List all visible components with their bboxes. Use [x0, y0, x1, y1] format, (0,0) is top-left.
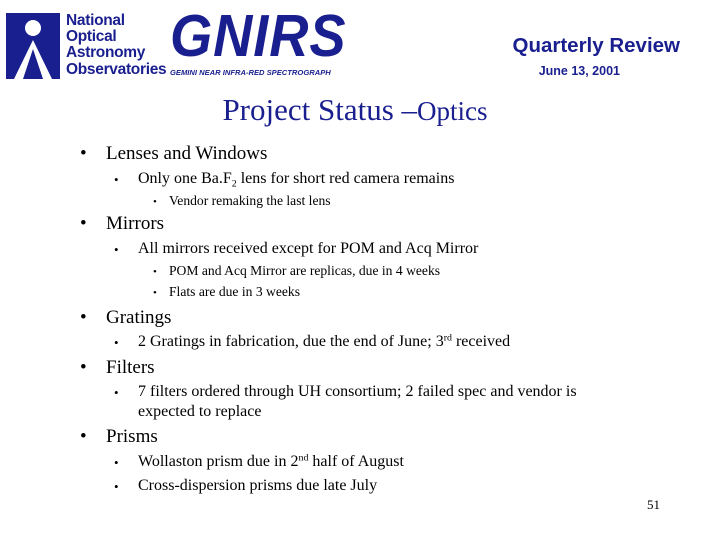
gnirs-logo-subtitle: GEMINI NEAR INFRA-RED SPECTROGRAPH	[170, 68, 331, 77]
bullet-lenses	[80, 143, 267, 165]
bullet-mirrors-item-1-sub-1	[153, 263, 440, 279]
bullet-prisms-item-2	[114, 476, 377, 495]
bullet-text: Flats are due in 3 weeks	[169, 284, 300, 299]
bullet-text: POM and Acq Mirror are replicas, due in 4 weeks	[169, 263, 441, 278]
bullet-dot-icon: •	[80, 357, 87, 378]
bullet-filters-item-1-cont	[114, 402, 261, 421]
bullet-filters	[80, 357, 155, 379]
text-part: Only one Ba.F	[138, 170, 232, 187]
text-part: 2 Gratings in fabrication, due the end of June; 3	[138, 333, 444, 350]
bullet-lenses-heading: Lenses and Windows	[106, 143, 268, 164]
bullet-text: Vendor remaking the last lens	[169, 193, 331, 208]
noao-line-2: Optical	[66, 28, 117, 46]
slide-title-small: Optics	[417, 96, 488, 126]
text-part: Wollaston prism due in 2	[138, 453, 299, 470]
bullet-text	[114, 333, 510, 350]
bullet-dot-icon: •	[114, 455, 119, 470]
bullet-prisms	[80, 426, 158, 448]
bullet-mirrors-item-1-sub-2	[153, 284, 300, 300]
bullet-gratings-heading: Gratings	[106, 307, 172, 328]
bullet-dot-icon: •	[114, 335, 119, 350]
bullet-dot-icon: •	[153, 196, 157, 208]
noao-line-4: Observatories	[66, 60, 167, 78]
bullet-mirrors	[80, 213, 164, 235]
bullet-lenses-item-1-sub-1	[153, 193, 331, 209]
noao-logo-text	[66, 13, 166, 78]
bullet-text	[114, 170, 455, 190]
bullet-dot-icon: •	[80, 307, 87, 328]
bullet-text: Cross-dispersion prisms due late July	[138, 477, 378, 494]
bullet-prisms-heading: Prisms	[106, 426, 158, 447]
bullet-gratings	[80, 307, 171, 329]
bullet-text	[114, 453, 404, 470]
bullet-lenses-item-1	[114, 169, 454, 188]
bullet-dot-icon: •	[80, 213, 87, 234]
noao-line-3: Astronomy	[66, 44, 146, 62]
gnirs-logo-wordmark: GNIRS	[170, 3, 347, 69]
noao-line-1: National	[66, 12, 125, 29]
bullet-dot-icon: •	[114, 479, 119, 494]
bullet-mirrors-item-1	[114, 239, 478, 258]
bullet-dot-icon: •	[153, 287, 157, 299]
slide-title-main: Project Status –	[222, 92, 418, 127]
review-title: Quarterly Review	[512, 34, 680, 57]
text-part: received	[451, 333, 511, 350]
superscript: nd	[298, 452, 309, 464]
bullet-dot-icon: •	[153, 266, 157, 278]
bullet-filters-heading: Filters	[106, 357, 155, 378]
bullet-dot-icon: •	[114, 242, 119, 257]
bullet-dot-icon: •	[114, 385, 119, 400]
superscript: rd	[443, 332, 452, 344]
bullet-filters-item-1	[114, 382, 577, 401]
subscript: 2	[231, 178, 237, 190]
text-part: lens for short red camera remains	[236, 170, 455, 187]
bullet-gratings-item-1	[114, 332, 510, 351]
bullet-mirrors-heading: Mirrors	[106, 213, 165, 234]
bullet-text-line-2: expected to replace	[138, 403, 262, 420]
noao-logo-icon	[6, 13, 60, 79]
slide-title	[0, 88, 710, 133]
bullet-dot-icon: •	[114, 172, 119, 187]
bullet-dot-icon: •	[80, 143, 87, 164]
bullet-prisms-item-1	[114, 452, 404, 471]
text-part: half of August	[308, 453, 404, 470]
bullet-text: All mirrors received except for POM and Acq Mirror	[138, 240, 479, 257]
page-number: 51	[647, 497, 660, 512]
bullet-dot-icon: •	[80, 426, 87, 447]
bullet-text-line-1: 7 filters ordered through UH consortium; 2 failed spec and vendor is	[138, 383, 577, 400]
review-date: June 13, 2001	[538, 64, 620, 78]
